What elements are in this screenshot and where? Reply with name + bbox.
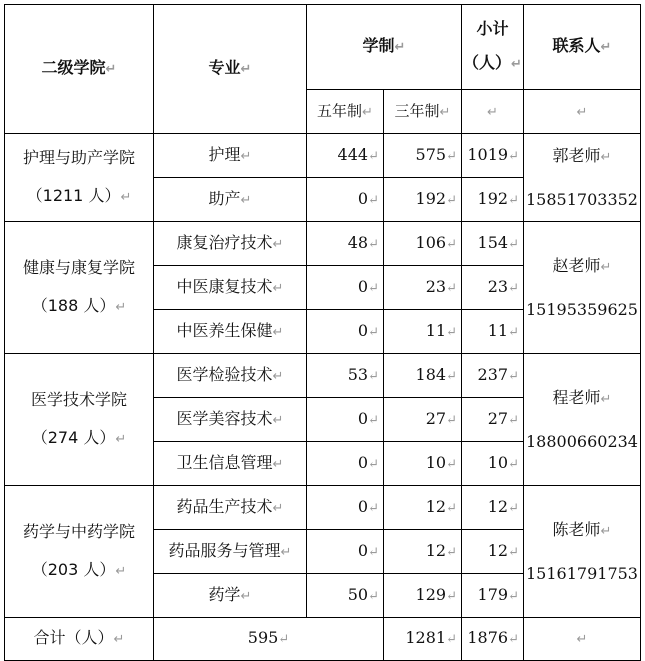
- three-value-cell: 10↵: [384, 442, 462, 486]
- five-value-cell: 0↵: [307, 310, 384, 354]
- college-count: （203 人）↵: [31, 559, 127, 579]
- total-label-cell: 合计（人）↵: [5, 618, 154, 661]
- college-name: 药学与中药学院: [22, 521, 135, 541]
- major-cell: 医学美容技术↵: [154, 398, 307, 442]
- five-value-cell: 0↵: [307, 486, 384, 530]
- five-value-cell: 50↵: [307, 574, 384, 618]
- contact-name: 郭老师↵: [552, 145, 612, 165]
- major-cell: 助产↵: [154, 178, 307, 222]
- contact-phone: 15161791753: [526, 563, 638, 583]
- contact-cell: [524, 222, 641, 354]
- college-cell: [5, 486, 154, 618]
- five-value-cell: 0↵: [307, 178, 384, 222]
- three-value-cell: 23↵: [384, 266, 462, 310]
- contact-phone: 15195359625: [526, 299, 638, 319]
- major-cell: 中医养生保健↵: [154, 310, 307, 354]
- three-value-cell: 12↵: [384, 486, 462, 530]
- header-system: 学制↵: [307, 5, 462, 90]
- contact-name: 陈老师↵: [552, 519, 612, 539]
- major-cell: 药品服务与管理↵: [154, 530, 307, 574]
- subtotal-value-cell: 23↵: [462, 266, 524, 310]
- subtotal-value-cell: 237↵: [462, 354, 524, 398]
- college-cell: [5, 354, 154, 486]
- header-contact-empty: ↵: [524, 90, 641, 134]
- total-three-cell: 1281↵: [384, 618, 462, 661]
- header-college: 二级学院↵: [5, 5, 154, 134]
- contact-cell: [524, 134, 641, 222]
- header-five-year: 五年制↵: [307, 90, 384, 134]
- college-count: （188 人）↵: [31, 295, 127, 315]
- major-cell: 药学↵: [154, 574, 307, 618]
- contact-name: 程老师↵: [552, 387, 612, 407]
- college-count: （1211 人）↵: [26, 185, 132, 205]
- five-value-cell: 0↵: [307, 266, 384, 310]
- major-cell: 中医康复技术↵: [154, 266, 307, 310]
- five-value-cell: 53↵: [307, 354, 384, 398]
- three-value-cell: 129↵: [384, 574, 462, 618]
- major-cell: 护理↵: [154, 134, 307, 178]
- three-value-cell: 11↵: [384, 310, 462, 354]
- major-cell: 药品生产技术↵: [154, 486, 307, 530]
- three-value-cell: 575↵: [384, 134, 462, 178]
- college-count: （274 人）↵: [31, 427, 127, 447]
- subtotal-value-cell: 1019↵: [462, 134, 524, 178]
- subtotal-value-cell: 27↵: [462, 398, 524, 442]
- college-name: 护理与助产学院: [22, 147, 135, 167]
- three-value-cell: 12↵: [384, 530, 462, 574]
- total-row: [5, 618, 641, 661]
- contact-cell: [524, 354, 641, 486]
- table-row: [5, 354, 641, 398]
- major-cell: 卫生信息管理↵: [154, 442, 307, 486]
- college-cell: [5, 134, 154, 222]
- college-name: 健康与康复学院: [22, 257, 135, 277]
- three-value-cell: 192↵: [384, 178, 462, 222]
- table-row: [5, 222, 641, 266]
- enrollment-table: [4, 4, 641, 661]
- table-row: [5, 134, 641, 178]
- total-five-cell: 595↵: [154, 618, 384, 661]
- subtotal-value-cell: 10↵: [462, 442, 524, 486]
- contact-phone: 18800660234: [526, 431, 638, 451]
- five-value-cell: 0↵: [307, 398, 384, 442]
- contact-phone: 15851703352: [526, 189, 638, 209]
- subtotal-value-cell: 192↵: [462, 178, 524, 222]
- major-cell: 康复治疗技术↵: [154, 222, 307, 266]
- three-value-cell: 27↵: [384, 398, 462, 442]
- college-name: 医学技术学院: [30, 389, 127, 409]
- table-row: [5, 486, 641, 530]
- total-contact-empty-cell: ↵: [524, 618, 641, 661]
- header-subtotal: 小计 （人）↵: [462, 5, 524, 90]
- header-major: 专业↵: [154, 5, 307, 134]
- header-subtotal-empty: ↵: [462, 90, 524, 134]
- subtotal-value-cell: 11↵: [462, 310, 524, 354]
- major-cell: 医学检验技术↵: [154, 354, 307, 398]
- subtotal-value-cell: 179↵: [462, 574, 524, 618]
- header-three-year: 三年制↵: [384, 90, 462, 134]
- five-value-cell: 0↵: [307, 530, 384, 574]
- header-contact: 联系人↵: [524, 5, 641, 90]
- subtotal-value-cell: 12↵: [462, 530, 524, 574]
- contact-name: 赵老师↵: [552, 255, 612, 275]
- subtotal-value-cell: 154↵: [462, 222, 524, 266]
- five-value-cell: 0↵: [307, 442, 384, 486]
- five-value-cell: 444↵: [307, 134, 384, 178]
- five-value-cell: 48↵: [307, 222, 384, 266]
- college-cell: [5, 222, 154, 354]
- contact-cell: [524, 486, 641, 618]
- total-subtotal-cell: 1876↵: [462, 618, 524, 661]
- three-value-cell: 106↵: [384, 222, 462, 266]
- three-value-cell: 184↵: [384, 354, 462, 398]
- subtotal-value-cell: 12↵: [462, 486, 524, 530]
